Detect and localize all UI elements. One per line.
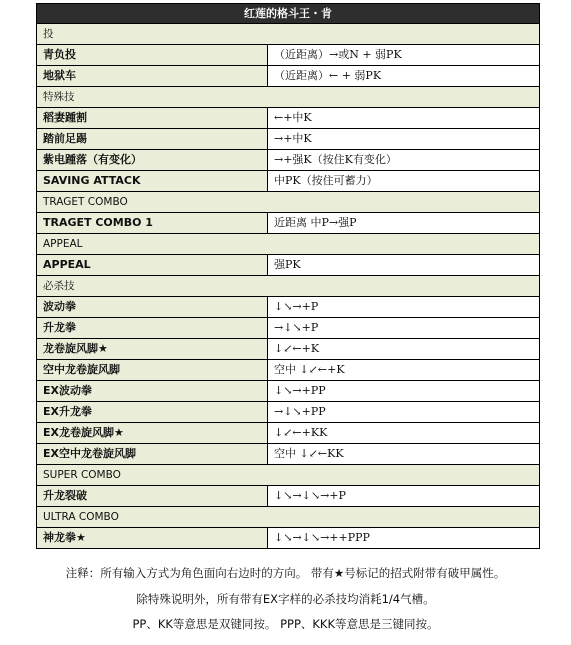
section-row <box>37 87 540 108</box>
section-label: TRAGET COMBO <box>37 192 540 213</box>
table-row <box>37 402 540 423</box>
move-list-body <box>37 4 540 549</box>
table-row <box>37 108 540 129</box>
section-row <box>37 276 540 297</box>
move-command: ↓↘→+PP <box>268 381 540 402</box>
move-name: 稻妻踵割 <box>37 108 268 129</box>
move-name: 神龙拳★ <box>37 528 268 549</box>
table-row <box>37 360 540 381</box>
table-title: 红莲的格斗王・肯 <box>37 4 540 24</box>
move-name: 青负投 <box>37 45 268 66</box>
section-label: ULTRA COMBO <box>37 507 540 528</box>
move-name: EX龙卷旋风脚★ <box>37 423 268 444</box>
table-row <box>37 213 540 234</box>
section-label: 投 <box>37 24 540 45</box>
move-command: 强PK <box>268 255 540 276</box>
table-row <box>37 423 540 444</box>
move-name: EX升龙拳 <box>37 402 268 423</box>
table-row <box>37 255 540 276</box>
section-row <box>37 192 540 213</box>
move-name: SAVING ATTACK <box>37 171 268 192</box>
move-command: ↓↙←+KK <box>268 423 540 444</box>
move-command: 空中 ↓↙←+K <box>268 360 540 381</box>
move-command: →↓↘+P <box>268 318 540 339</box>
table-row <box>37 171 540 192</box>
move-command: ↓↙←+K <box>268 339 540 360</box>
move-name: 龙卷旋风脚★ <box>37 339 268 360</box>
section-label: SUPER COMBO <box>37 465 540 486</box>
table-row <box>37 486 540 507</box>
table-title-row <box>37 4 540 24</box>
table-row <box>37 66 540 87</box>
move-list-table <box>36 3 540 549</box>
move-name: 升龙裂破 <box>37 486 268 507</box>
section-row <box>37 24 540 45</box>
move-name: 空中龙卷旋风脚 <box>37 360 268 381</box>
section-label: 特殊技 <box>37 87 540 108</box>
table-row <box>37 528 540 549</box>
note-line-1: 注释：所有输入方式为角色面向右边时的方向。 带有★号标记的招式附带有破甲属性。 <box>65 566 506 580</box>
move-command: ↓↘→↓↘→++PPP <box>268 528 540 549</box>
move-name: APPEAL <box>37 255 268 276</box>
move-command: 近距离 中P→强P <box>268 213 540 234</box>
move-command: 中PK（按住可蓄力） <box>268 171 540 192</box>
table-row <box>37 129 540 150</box>
move-command: 空中 ↓↙←KK <box>268 444 540 465</box>
table-row <box>37 339 540 360</box>
move-name: 升龙拳 <box>37 318 268 339</box>
section-row <box>37 507 540 528</box>
move-name: 波动拳 <box>37 297 268 318</box>
table-row <box>37 45 540 66</box>
table-row <box>37 297 540 318</box>
section-row <box>37 234 540 255</box>
move-command: （近距离）→或N + 弱PK <box>268 45 540 66</box>
table-row <box>37 381 540 402</box>
move-command: →+中K <box>268 129 540 150</box>
section-label: APPEAL <box>37 234 540 255</box>
move-name: 踏前足踢 <box>37 129 268 150</box>
section-row <box>37 465 540 486</box>
move-command: ↓↘→↓↘→+P <box>268 486 540 507</box>
move-command: ↓↘→+P <box>268 297 540 318</box>
move-name: EX空中龙卷旋风脚 <box>37 444 268 465</box>
move-name: EX波动拳 <box>37 381 268 402</box>
note-line-2: 除特殊说明外，所有带有EX字样的必杀技均消耗1/4气槽。 <box>136 592 435 606</box>
move-name: TRAGET COMBO 1 <box>37 213 268 234</box>
move-list-table-wrapper <box>36 3 539 549</box>
table-row <box>37 318 540 339</box>
move-command: →+强K（按住K有变化） <box>268 150 540 171</box>
move-command: ←+中K <box>268 108 540 129</box>
note-line-3: PP、KK等意思是双键同按。 PPP、KKK等意思是三键同按。 <box>132 617 439 631</box>
move-command: →↓↘+PP <box>268 402 540 423</box>
section-label: 必杀技 <box>37 276 540 297</box>
table-row <box>37 444 540 465</box>
table-row <box>37 150 540 171</box>
move-name: 地狱车 <box>37 66 268 87</box>
move-name: 紫电踵落（有变化） <box>37 150 268 171</box>
move-command: （近距离）← + 弱PK <box>268 66 540 87</box>
